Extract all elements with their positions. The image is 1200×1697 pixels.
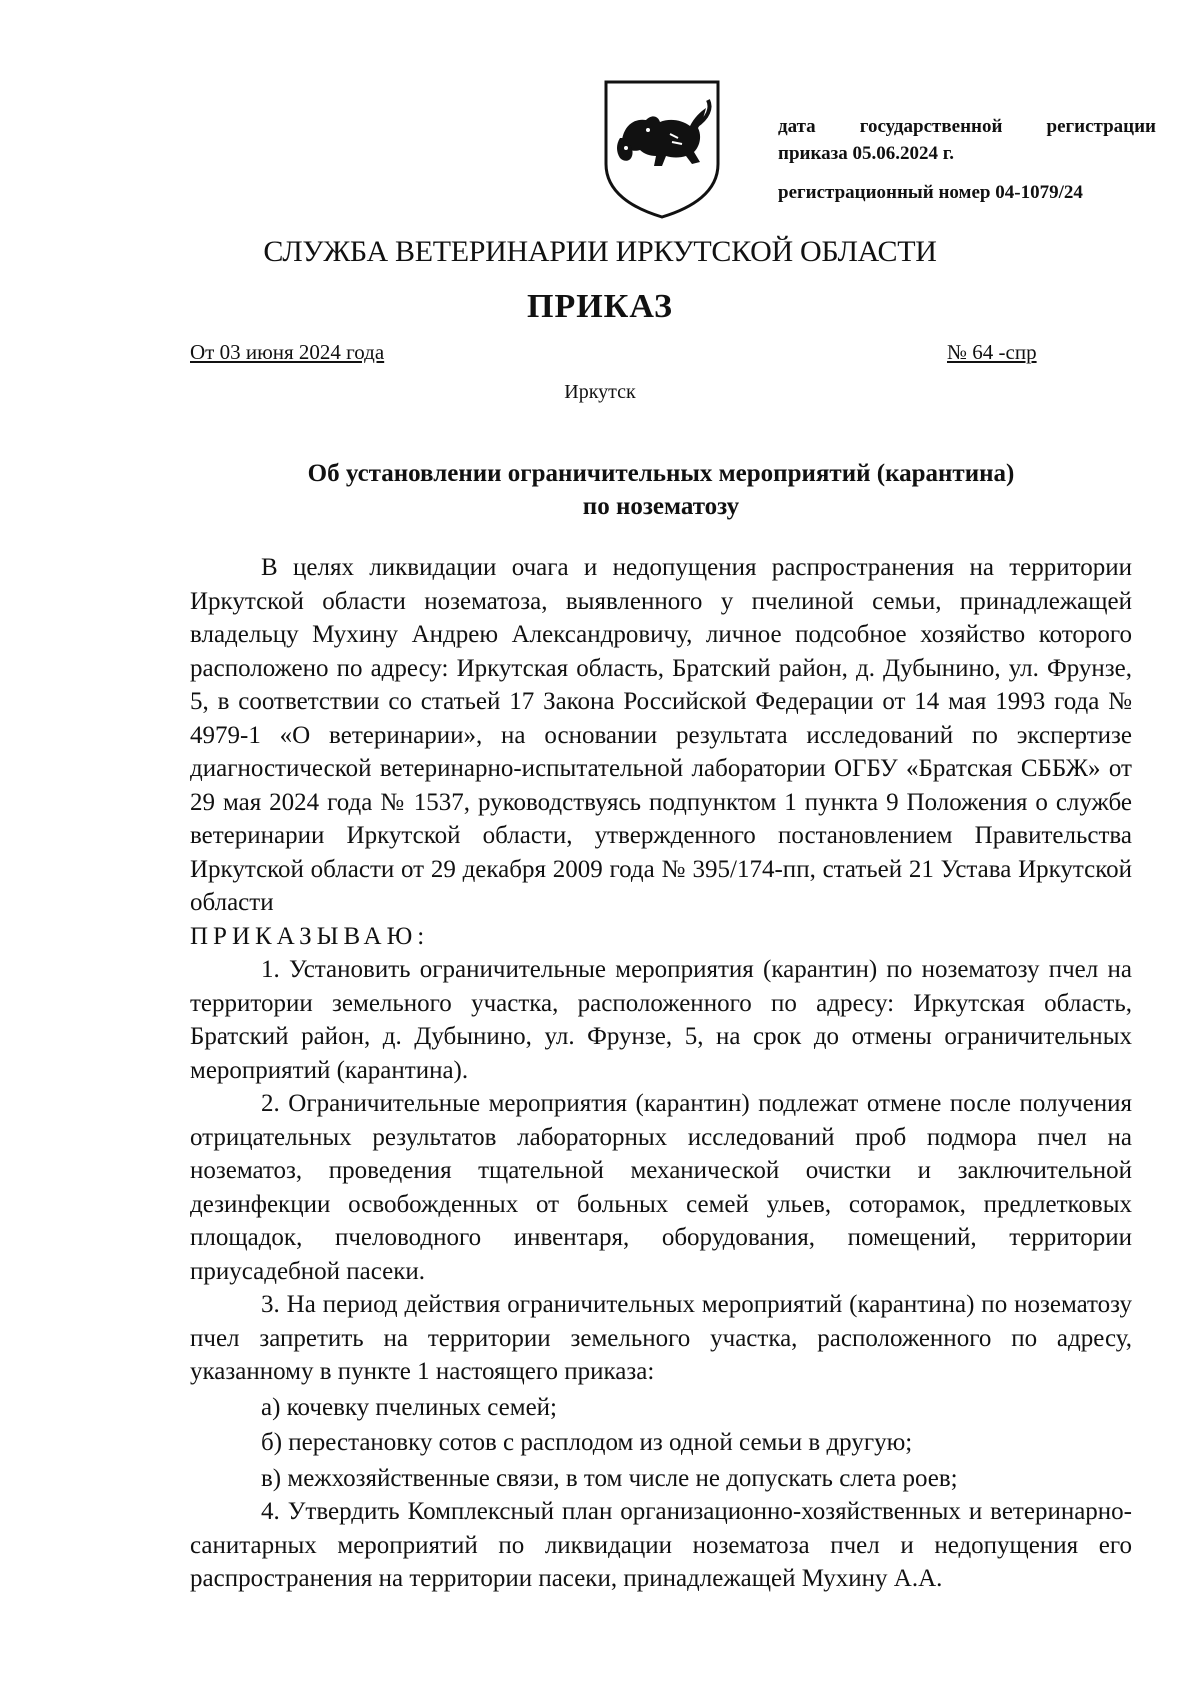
- document-body: [190, 551, 1132, 1596]
- registration-line-2: приказа 05.06.2024 г.: [778, 143, 954, 164]
- document-title: [190, 457, 1132, 523]
- organization-name: СЛУЖБА ВЕТЕРИНАРИИ ИРКУТСКОЙ ОБЛАСТИ: [263, 235, 937, 268]
- order-word: ПРИКАЗЫВАЮ:: [190, 922, 430, 950]
- registration-number: регистрационный номер 04-1079/24: [778, 182, 1083, 203]
- document-date: От 03 июня 2024 года: [190, 340, 385, 364]
- order-item-2: 2. Ограничительные мероприятия (карантин) подлежат отмене после получения отрицательных результатов лабораторных исследований проб подмора пчел на нозематоз, проведения тщательной механической очистки и заключительной дезинфекции освобожденных от больных семей ульев, сотoрамок, предлетковых площадок, пчеловодного инвентаря, оборудования, помещений, территории приусадебной пасеки.: [190, 1090, 1132, 1285]
- document-number: № 64 -спр: [947, 340, 1037, 364]
- document-city: Иркутск: [564, 381, 636, 403]
- order-item-3a: а) кочевку пчелиных семей;: [261, 1393, 557, 1421]
- order-item-3c: в) межхозяйственные связи, в том числе не допускать слета роев;: [261, 1464, 958, 1492]
- document-type: ПРИКАЗ: [527, 288, 673, 325]
- title-line-2: по нозематозу: [582, 493, 740, 520]
- registration-info: [778, 113, 1156, 206]
- order-item-4: 4. Утвердить Комплексный план организационно-хозяйственных и ветеринарно-санитарных мероприятий по ликвидации нозематоза пчел и недопущения его распространения на территории пасеки, принадлежащей Мухину А.А.: [190, 1498, 1132, 1592]
- order-item-3: 3. На период действия ограничительных мероприятий (карантина) по нозематозу пчел запретить на территории земельного участка, расположенного по адресу, указанному в пункте 1 настоящего приказа:: [190, 1291, 1132, 1385]
- order-item-1: 1. Установить ограничительные мероприятия (карантин) по нозематозу пчел на территории земельного участка, расположенного по адресу: Иркутская область, Братский район, д. Дубынино, ул. Фрунзе, 5, на срок до отмены ограничительных мероприятий (карантина).: [190, 956, 1132, 1084]
- coat-of-arms-icon: [600, 78, 724, 220]
- order-item-3b: б) перестановку сотов с расплодом из одной семьи в другую;: [261, 1429, 913, 1456]
- title-line-1: Об установлении ограничительных мероприятий (карантина): [307, 460, 1015, 487]
- registration-line-1: дата государственной регистрации: [778, 116, 1156, 137]
- preamble-paragraph: В целях ликвидации очага и недопущения распространения на территории Иркутской области нозематоза, выявленного у пчелиной семьи, принадлежащей владельцу Мухину Андрею Александровичу, личное подсобное хозяйство которого расположено по адресу: Иркутская область, Братский район, д. Дубынино, ул. Фрунзе, 5, в соответствии со статьей 17 Закона Российской Федерации от 14 мая 1993 года № 4979-1 «О ветеринарии», на основании результата исследований по экспертизе диагностической ветеринарно-испытательной лаборатории ОГБУ «Братская СББЖ» от 29 мая 2024 года № 1537, руководствуясь подпунктом 1 пункта 9 Положения о службе ветеринарии Иркутской области, утвержденного постановлением Правительства Иркутской области от 29 декабря 2009 года № 395/174-пп, статьей 21 Устава Иркутской области: [190, 554, 1132, 916]
